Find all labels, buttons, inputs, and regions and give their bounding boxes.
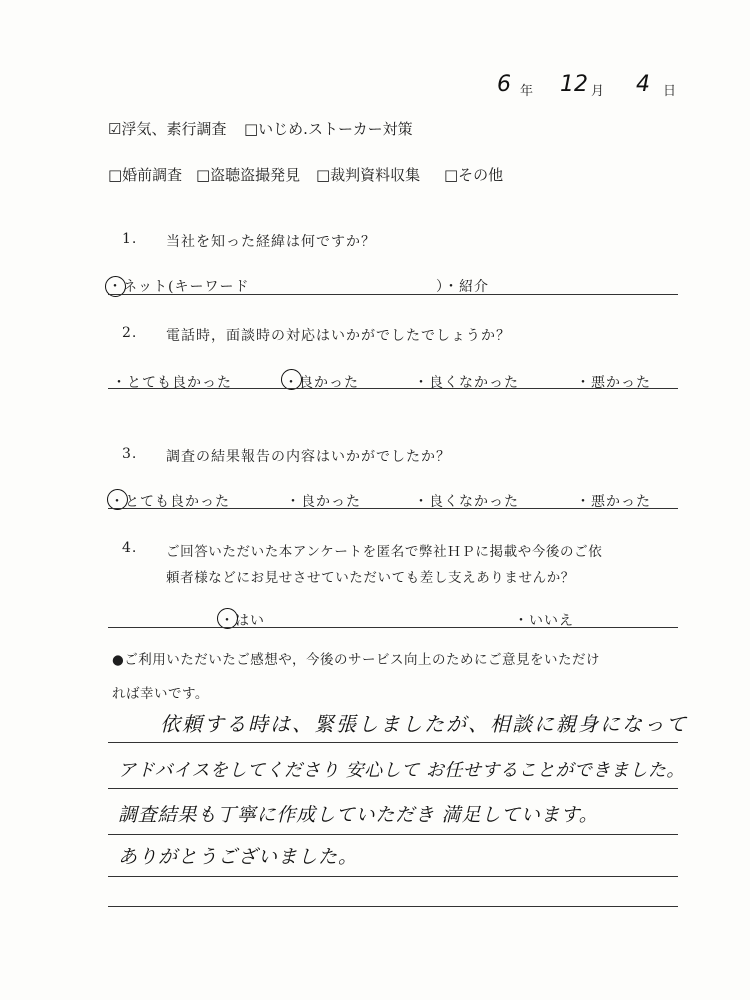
q1-option-intro[interactable]: ）・紹介 — [436, 279, 489, 295]
date-day-unit: 日 — [663, 84, 678, 99]
q3-option-very-good[interactable]: ・とても良かった — [110, 494, 230, 510]
category-other-checkbox[interactable]: □その他 — [444, 166, 504, 184]
q1-number: 1. — [122, 231, 138, 247]
q3-selection-circle — [107, 489, 128, 510]
comment-rule-5 — [108, 906, 678, 907]
date-month: 12 — [560, 72, 588, 97]
category-court-materials-checkbox[interactable]: □裁判資料収集 — [316, 166, 421, 184]
q4-selection-circle — [217, 608, 238, 629]
category-bug-detection-checkbox[interactable]: □盗聴盗撮発見 — [196, 166, 301, 184]
comment-rule-3 — [108, 834, 678, 835]
comment-rule-4 — [108, 876, 678, 877]
q3-answer-line — [108, 508, 678, 509]
date-year: 6 — [497, 72, 511, 97]
q2-option-bad[interactable]: ・悪かった — [576, 375, 651, 391]
q4-option-no[interactable]: ・いいえ — [514, 613, 574, 629]
comment-line-2: アドバイスをしてくださり 安心して お任せすることができました。 — [118, 760, 685, 781]
q2-option-not-good[interactable]: ・良くなかった — [414, 375, 519, 391]
q3-option-not-good[interactable]: ・良くなかった — [414, 494, 519, 510]
date-month-unit: 月 — [591, 84, 606, 99]
q3-option-bad[interactable]: ・悪かった — [576, 494, 651, 510]
q4-number: 4. — [122, 540, 138, 556]
category-premarital-checkbox[interactable]: □婚前調査 — [108, 166, 183, 184]
date-day: 4 — [636, 72, 650, 97]
q2-text: 電話時，面談時の対応はいかがでしたでしょうか？ — [166, 328, 511, 344]
q2-option-very-good[interactable]: ・とても良かった — [112, 375, 232, 391]
comments-prompt-line2: れば幸いです。 — [112, 686, 209, 702]
comment-line-3: 調査結果も丁寧に作成していただき 満足しています。 — [118, 804, 599, 826]
q4-option-yes[interactable]: ・はい — [220, 613, 265, 629]
q3-option-good[interactable]: ・良かった — [286, 494, 361, 510]
comments-prompt-line1: ●ご利用いただいたご感想や，今後のサービス向上のためにご意見をいただけ — [112, 652, 601, 668]
q4-text-line1: ご回答いただいた本アンケートを匿名で弊社ＨＰに掲載や今後のご依 — [166, 544, 603, 560]
q2-selection-circle — [281, 369, 302, 390]
q4-text-line2: 頼者様などにお見せさせていただいても差し支えありませんか？ — [166, 570, 575, 586]
comment-line-4: ありがとうございました。 — [118, 846, 359, 868]
q3-number: 3. — [122, 446, 138, 462]
q1-answer-line — [108, 294, 678, 295]
category-bullying-checkbox[interactable]: □いじめ.ストーカー対策 — [244, 120, 413, 138]
q3-text: 調査の結果報告の内容はいかがでしたか？ — [166, 449, 451, 465]
category-cheating-checkbox[interactable]: ☑浮気、素行調査 — [108, 120, 227, 138]
q2-option-good[interactable]: ・良かった — [284, 375, 359, 391]
q2-answer-line — [108, 388, 678, 389]
q1-option-net[interactable]: ・ネット(キーワード — [108, 279, 250, 295]
q4-answer-line — [108, 627, 678, 628]
q2-number: 2. — [122, 325, 138, 341]
date-year-unit: 年 — [520, 84, 535, 99]
comment-line-1: 依頼する時は、緊張しましたが、相談に親身になって — [160, 712, 688, 736]
q1-text: 当社を知った経緯は何ですか？ — [166, 234, 376, 250]
comment-rule-2 — [108, 788, 678, 789]
comment-rule-1 — [108, 742, 678, 743]
